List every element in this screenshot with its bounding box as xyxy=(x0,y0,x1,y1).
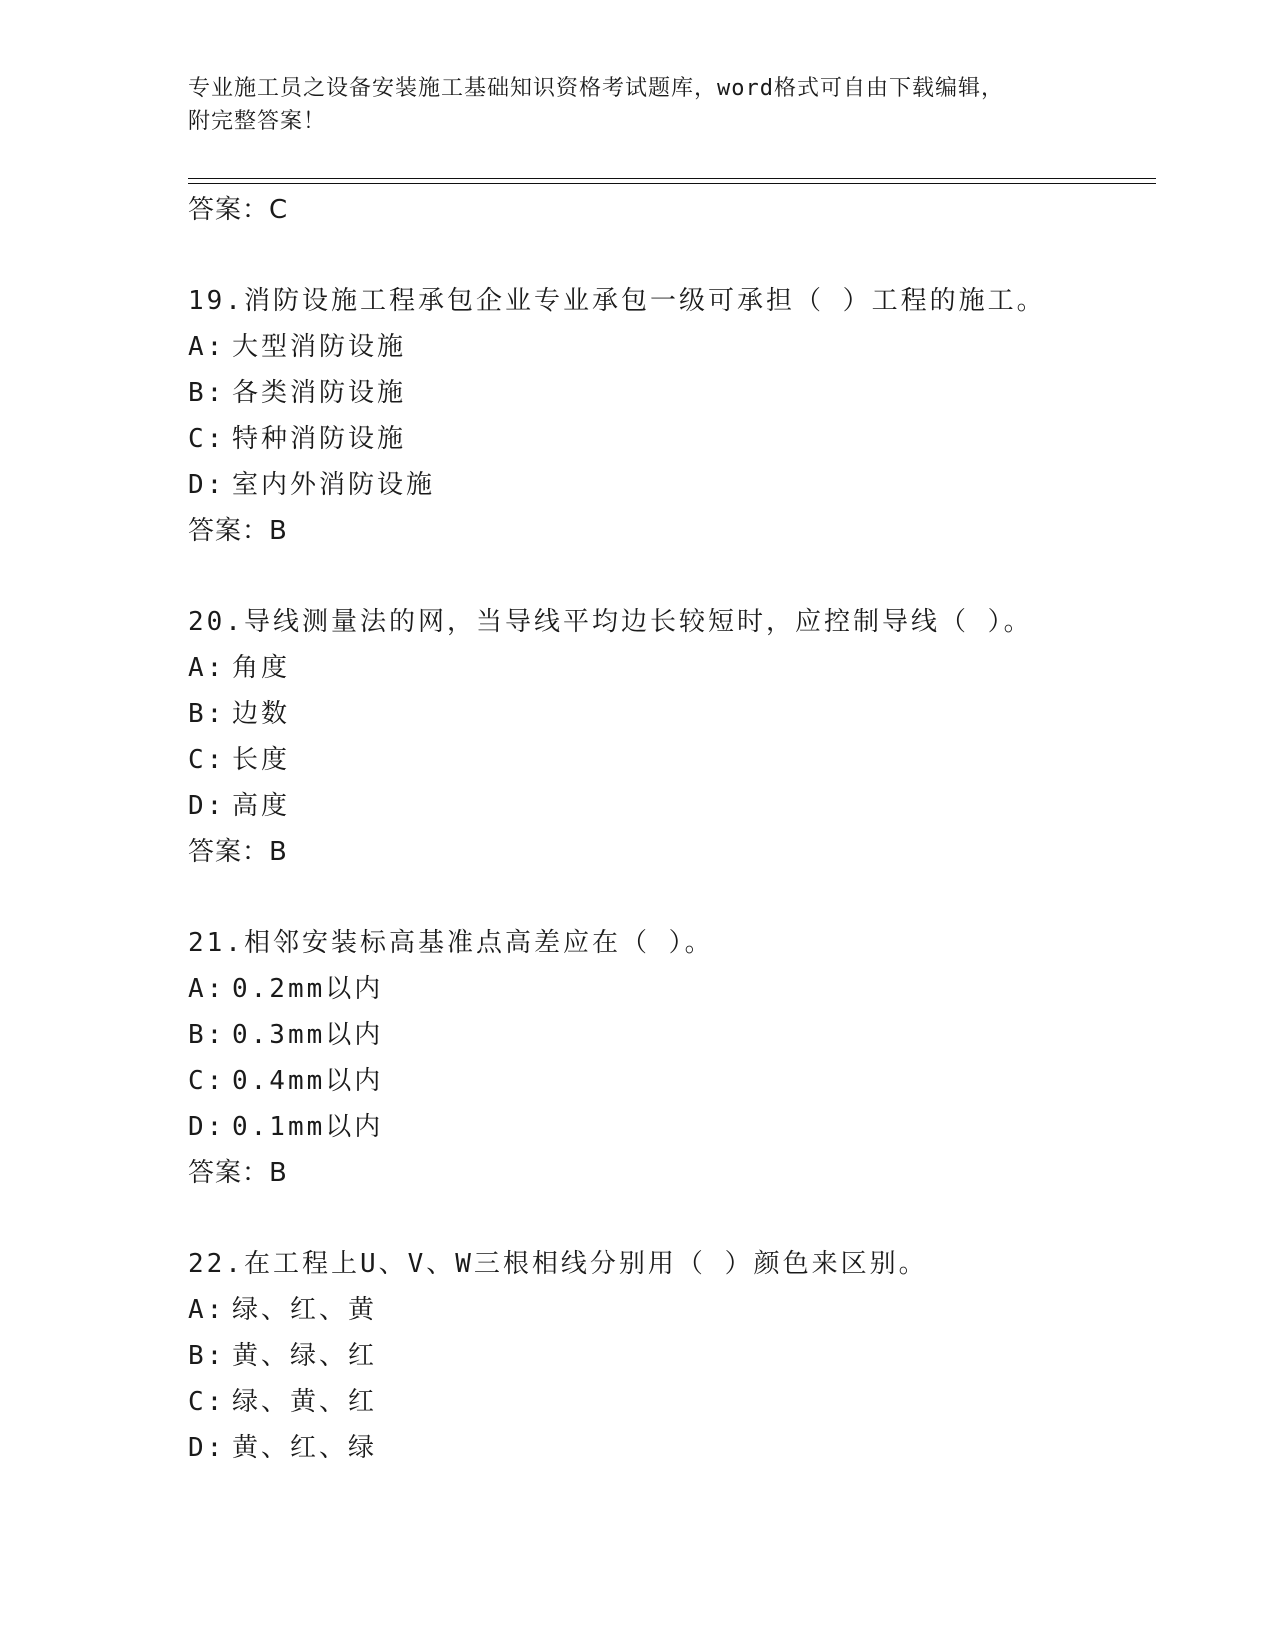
option-text: 室内外消防设施 xyxy=(232,470,436,500)
option-letter: A: xyxy=(188,1295,226,1325)
option-d xyxy=(188,1108,1156,1146)
option-letter: D: xyxy=(188,791,226,821)
question-text: 20.导线测量法的网，当导线平均边长较短时，应控制导线（ ）。 xyxy=(188,607,1033,637)
document-header xyxy=(188,72,1148,138)
answer-line: 答案：B xyxy=(188,516,288,546)
option-text: 0.2mm以内 xyxy=(232,974,384,1004)
option-text: 0.4mm以内 xyxy=(232,1066,384,1096)
option-letter: A: xyxy=(188,974,226,1004)
option-letter: B: xyxy=(188,378,226,408)
question-block xyxy=(188,603,1156,871)
option-text: 绿、红、黄 xyxy=(232,1295,378,1325)
option-b xyxy=(188,1016,1156,1054)
option-d xyxy=(188,787,1156,825)
header-line-1: 专业施工员之设备安装施工基础知识资格考试题库，word格式可自由下载编辑， xyxy=(188,76,1004,101)
question-block xyxy=(188,924,1156,1192)
answer-line: 答案：C xyxy=(188,195,289,225)
option-letter: D: xyxy=(188,1433,226,1463)
option-c xyxy=(188,420,1156,458)
option-a xyxy=(188,328,1156,366)
option-c xyxy=(188,1383,1156,1421)
option-d xyxy=(188,1429,1156,1467)
option-text: 黄、绿、红 xyxy=(232,1341,378,1371)
question-text: 21.相邻安装标高基准点高差应在（ ）。 xyxy=(188,928,714,958)
question-text: 22.在工程上U、V、W三根相线分别用（ ）颜色来区别。 xyxy=(188,1249,928,1279)
option-letter: A: xyxy=(188,332,226,362)
header-divider-bottom xyxy=(188,183,1156,184)
option-a xyxy=(188,970,1156,1008)
option-text: 边数 xyxy=(232,699,291,729)
option-letter: B: xyxy=(188,1020,226,1050)
option-a xyxy=(188,1291,1156,1329)
option-text: 0.1mm以内 xyxy=(232,1112,384,1142)
option-letter: C: xyxy=(188,745,226,775)
option-b xyxy=(188,695,1156,733)
option-a xyxy=(188,649,1156,687)
option-letter: B: xyxy=(188,1341,226,1371)
option-c xyxy=(188,1062,1156,1100)
option-letter: B: xyxy=(188,699,226,729)
option-text: 各类消防设施 xyxy=(232,378,407,408)
option-letter: D: xyxy=(188,1112,226,1142)
option-letter: C: xyxy=(188,1066,226,1096)
option-d xyxy=(188,466,1156,504)
header-divider-top xyxy=(188,178,1156,179)
option-text: 0.3mm以内 xyxy=(232,1020,384,1050)
option-b xyxy=(188,1337,1156,1375)
option-c xyxy=(188,741,1156,779)
option-letter: D: xyxy=(188,470,226,500)
option-letter: C: xyxy=(188,424,226,454)
option-text: 大型消防设施 xyxy=(232,332,407,362)
answer-line: 答案：B xyxy=(188,1158,288,1188)
question-list xyxy=(188,191,1156,1467)
option-b xyxy=(188,374,1156,412)
option-text: 黄、红、绿 xyxy=(232,1433,378,1463)
option-text: 角度 xyxy=(232,653,291,683)
question-block xyxy=(188,282,1156,550)
question-block xyxy=(188,1245,1156,1467)
header-line-2: 附完整答案！ xyxy=(188,109,327,134)
option-text: 特种消防设施 xyxy=(232,424,407,454)
option-text: 高度 xyxy=(232,791,291,821)
question-text: 19.消防设施工程承包企业专业承包一级可承担（ ）工程的施工。 xyxy=(188,286,1046,316)
option-letter: C: xyxy=(188,1387,226,1417)
option-letter: A: xyxy=(188,653,226,683)
answer-line: 答案：B xyxy=(188,837,288,867)
option-text: 绿、黄、红 xyxy=(232,1387,378,1417)
option-text: 长度 xyxy=(232,745,291,775)
